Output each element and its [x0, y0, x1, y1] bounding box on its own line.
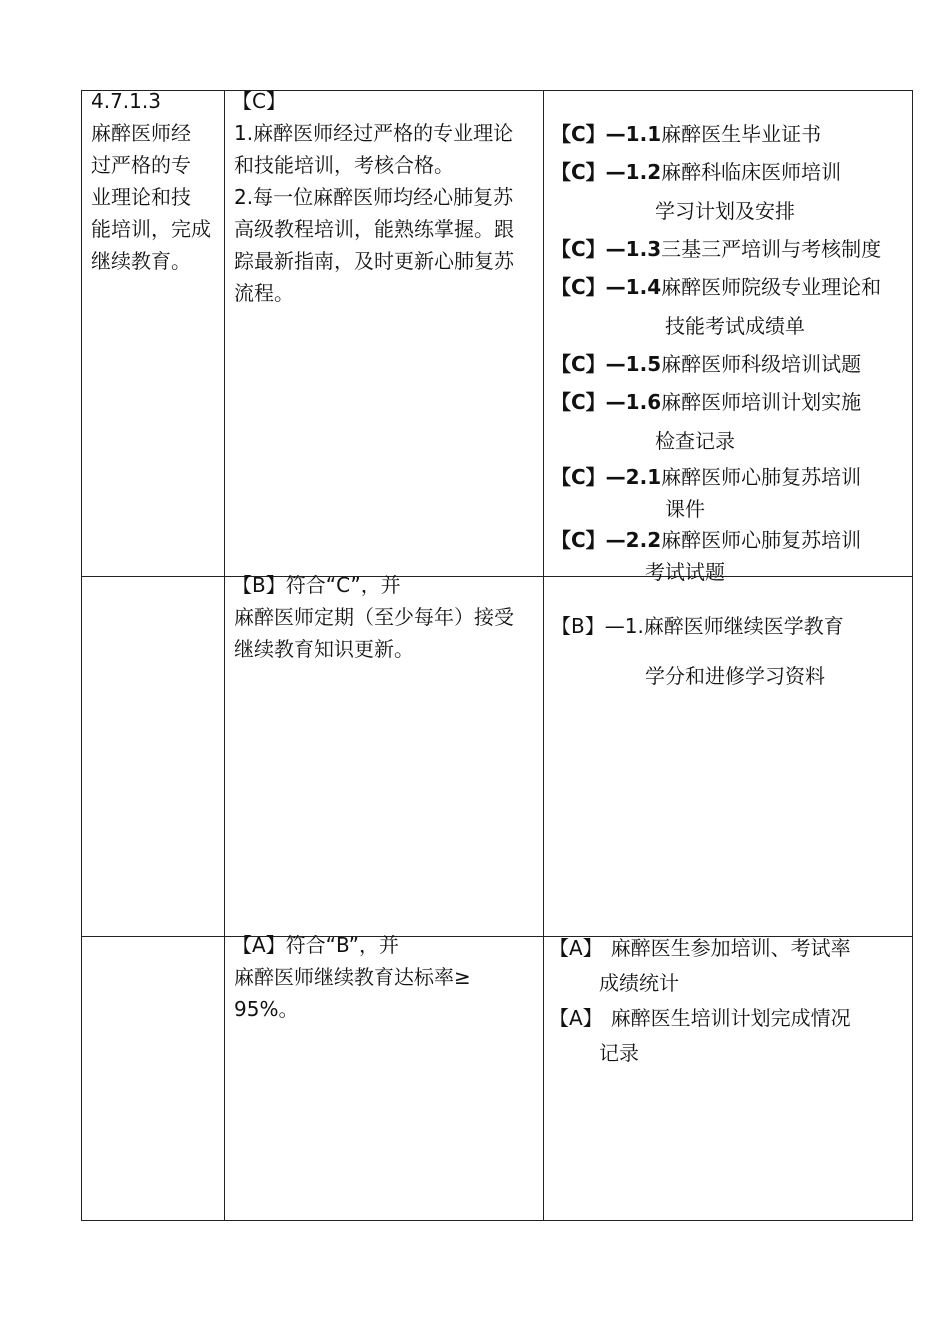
evidence-text: 麻醉医师院级专业理论和 — [661, 275, 882, 299]
standard-text-line: 和技能培训，考核合格。 — [234, 153, 454, 177]
evidence-continuation: 考试试题 — [645, 560, 725, 584]
evidence-continuation: 学分和进修学习资料 — [645, 664, 825, 688]
evidence-text: 麻醉医生参加培训、考试率 — [610, 936, 851, 960]
assessment-table — [81, 90, 913, 1221]
item-title-line: 麻醉医师经 — [91, 121, 191, 145]
table-border-right — [912, 90, 913, 1221]
evidence-text: 麻醉医师心肺复苏培训 — [661, 528, 862, 552]
evidence-item — [551, 234, 881, 264]
evidence-text: 麻醉医师继续医学教育 — [643, 614, 844, 638]
standard-grade-a-heading: 【A】符合“B”，并 — [232, 933, 400, 957]
evidence-continuation: 课件 — [665, 497, 705, 521]
standard-grade-c-heading: 【C】 — [232, 89, 286, 113]
evidence-tag: 【C】—2.2 — [551, 528, 662, 552]
item-title-line: 过严格的专 — [91, 153, 191, 177]
evidence-tag: 【C】—1.5 — [551, 352, 662, 376]
evidence-text: 三基三严培训与考核制度 — [661, 237, 882, 261]
evidence-continuation: 技能考试成绩单 — [665, 314, 805, 338]
item-title-line: 继续教育。 — [91, 249, 191, 273]
evidence-continuation: 检查记录 — [655, 429, 735, 453]
evidence-text: 麻醉科临床医师培训 — [661, 160, 842, 184]
column-divider-1 — [224, 90, 225, 1221]
standard-text-line: 流程。 — [234, 281, 294, 305]
evidence-item — [551, 157, 841, 187]
evidence-continuation: 成绩统计 — [599, 971, 679, 995]
standard-text-line: 2.每一位麻醉医师均经心肺复苏 — [234, 185, 514, 209]
standard-text-line: 1.麻醉医师经过严格的专业理论 — [234, 121, 514, 145]
column-divider-2 — [543, 90, 544, 1221]
evidence-text: 麻醉医师科级培训试题 — [661, 352, 862, 376]
item-title-line: 业理论和技 — [91, 185, 191, 209]
evidence-item — [551, 272, 881, 302]
row-divider-1 — [81, 576, 913, 577]
evidence-item — [549, 1003, 851, 1033]
evidence-tag: 【C】—2.1 — [551, 465, 662, 489]
evidence-continuation: 记录 — [599, 1041, 639, 1065]
standard-text-line: 麻醉医师定期（至少每年）接受 — [234, 605, 514, 629]
evidence-item — [551, 119, 821, 149]
evidence-text: 麻醉医师心肺复苏培训 — [661, 465, 862, 489]
evidence-text: 麻醉医生毕业证书 — [661, 122, 822, 146]
standard-text-line: 95%。 — [234, 997, 299, 1021]
evidence-item — [549, 933, 851, 963]
standard-text-line: 麻醉医师继续教育达标率≥ — [234, 965, 471, 989]
standard-grade-b-heading: 【B】符合“C”，并 — [232, 573, 401, 597]
evidence-text: 麻醉医师培训计划实施 — [661, 390, 862, 414]
evidence-tag: 【A】 — [549, 1006, 603, 1030]
evidence-tag: 【B】—1. — [551, 614, 644, 638]
evidence-item — [551, 611, 844, 641]
standard-text-line: 踪最新指南，及时更新心肺复苏 — [234, 249, 514, 273]
table-border-left — [81, 90, 82, 1221]
evidence-tag: 【C】—1.3 — [551, 237, 662, 261]
evidence-continuation: 学习计划及安排 — [655, 199, 795, 223]
standard-text-line: 高级教程培训，能熟练掌握。跟 — [234, 217, 514, 241]
evidence-tag: 【C】—1.6 — [551, 390, 662, 414]
table-border-top — [81, 90, 913, 91]
evidence-tag: 【A】 — [549, 936, 603, 960]
evidence-tag: 【C】—1.2 — [551, 160, 662, 184]
standard-text-line: 继续教育知识更新。 — [234, 637, 414, 661]
table-border-bottom — [81, 1220, 913, 1221]
item-title-line: 能培训，完成 — [91, 217, 211, 241]
evidence-item — [551, 387, 861, 417]
evidence-tag: 【C】—1.4 — [551, 275, 662, 299]
evidence-tag: 【C】—1.1 — [551, 122, 662, 146]
item-id: 4.7.1.3 — [91, 89, 161, 113]
evidence-item — [551, 462, 861, 492]
evidence-item — [551, 525, 861, 555]
evidence-item — [551, 349, 861, 379]
evidence-text: 麻醉医生培训计划完成情况 — [610, 1006, 851, 1030]
